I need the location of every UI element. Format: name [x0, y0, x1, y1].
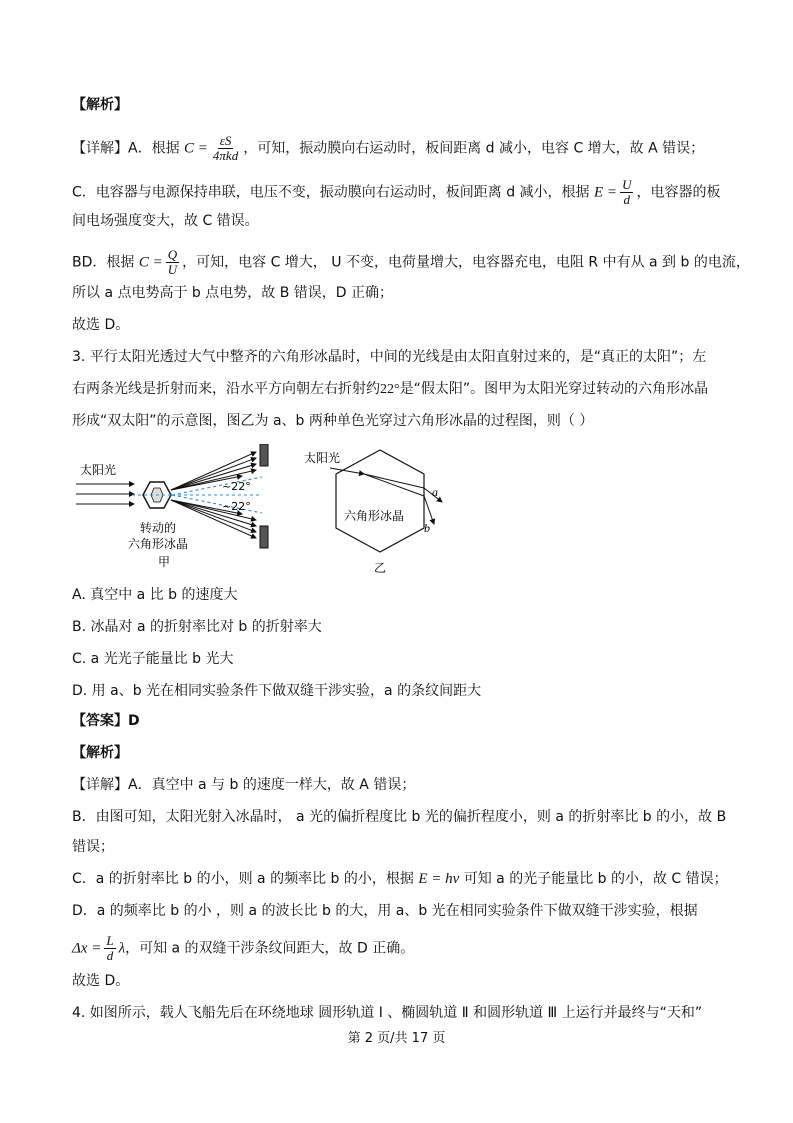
fringe-spacing-formula: $\frac{L}{d}$ — [106, 933, 114, 963]
q3-analysis-heading: 【解析】 — [72, 745, 128, 761]
charge-formula: $\frac{Q}{U}$ — [167, 247, 178, 277]
caption-yi: 乙 — [374, 561, 387, 575]
internal-ray-b — [364, 474, 424, 496]
crystal-label-1: 转动的 — [140, 521, 177, 535]
crystal-refraction-diagram — [300, 444, 460, 582]
sunlight-label-yi: 太阳光 — [304, 451, 341, 465]
option-d: D. 用 a、b 光在相同实验条件下做双缝干涉实验，a 的条纹间距大 — [72, 683, 482, 699]
exit-ray-b — [424, 496, 434, 524]
internal-ray-a — [364, 474, 424, 488]
incident-ray — [330, 468, 364, 474]
answer-line: 【答案】D — [72, 713, 140, 729]
hexagon-crystal-yi — [336, 450, 424, 552]
screen-top — [260, 444, 268, 466]
analysis-heading: 【解析】 — [72, 97, 128, 113]
page-footer: 第 2 页/共 17 页 — [347, 1031, 446, 1046]
detail-a-line: 【详解】A．根据 C = $\frac{\varepsilon S}{\text{4πkd}}$ ，可知，振动膜向右运动时，板间距离 d 减小，电容 C 增大，故 A 错误； — [72, 133, 705, 163]
q3-detail-d: D．a 的频率比 b 的小 ，则 a 的波长比 b 的大，用 a、b 光在相同实验条件下做双缝干涉实验，根据 — [72, 903, 698, 919]
figure-yi — [300, 444, 460, 586]
q3-stem-line1: 3. 平行太阳光透过大气中整齐的六角形冰晶时，中间的光线是由太阳直射过来的，是“真正的太阳”；左 — [72, 349, 707, 365]
angle-bottom-label: ~22° — [222, 500, 251, 513]
incoming-rays-jia — [76, 484, 134, 504]
caption-jia: 甲 — [158, 555, 171, 569]
detail-bd-line2: 所以 a 点电势高于 b 点电势，故 B 错误，D 正确； — [72, 285, 394, 301]
q3-stem-line3: 形成“双太阳”的示意图，图乙为 a、b 两种单色光穿过六角形冰晶的过程图，则（ ） — [72, 413, 594, 429]
option-c: C. a 光光子能量比 b 光大 — [72, 651, 234, 667]
ray-a-label: a — [432, 485, 438, 499]
q3-choice: 故选 D。 — [72, 973, 130, 989]
capacitance-formula: $\frac{\varepsilon S}{\text{4πkd}}$ — [212, 133, 239, 163]
crystal-label-2: 六角形冰晶 — [128, 537, 189, 551]
option-a: A. 真空中 a 比 b 的速度大 — [72, 587, 238, 603]
q3-detail-d2: Δx = $\frac{L}{d}$ λ，可知 a 的双缝干涉条纹间距大，故 D 正确。 — [72, 933, 415, 963]
q3-stem-line2: 右两条光线是折射而来，沿水平方向朝左右折射约22°是“假太阳”。图甲为太阳光穿过转动的六角形冰晶 — [72, 381, 709, 397]
option-b: B. 冰晶对 a 的折射率比对 b 的折射率大 — [72, 619, 322, 635]
figure-jia — [72, 444, 282, 586]
screen-bottom — [260, 526, 268, 548]
q3-detail-a: 【详解】A．真空中 a 与 b 的速度一样大，故 A 错误； — [72, 777, 416, 793]
q4-stem-line1: 4. 如图所示，载人飞船先后在环绕地球 圆形轨道 Ⅰ 、椭圆轨道 Ⅱ 和圆形轨道 Ⅲ 上运行并最终与“天和” — [72, 1005, 703, 1021]
sunlight-label-jia: 太阳光 — [80, 463, 117, 477]
detail-bd-line: BD．根据 C = $\frac{Q}{U}$ ，可知，电容 C 增大， U 不变，电荷量增大，电容器充电，电阻 R 中有从 a 到 b 的电流， — [72, 247, 750, 277]
detail-c-line2: 间电场强度变大，故 C 错误。 — [72, 213, 259, 229]
ray-b-label: b — [424, 521, 430, 535]
angle-top-label: ~22° — [222, 480, 251, 493]
detail-c-line: C．电容器与电源保持串联，电压不变，振动膜向右运动时，板间距离 d 减小，根据 E = $\frac{U}{d}$ ，电容器的板 — [72, 177, 721, 207]
field-formula: $\frac{U}{d}$ — [622, 177, 632, 207]
crystal-label-yi: 六角形冰晶 — [344, 509, 405, 523]
choice-line: 故选 D。 — [72, 317, 130, 333]
q3-detail-c: C．a 的折射率比 b 的小，则 a 的频率比 b 的小，根据 E = hν 可知 a 的光子能量比 b 的小，故 C 错误； — [72, 871, 728, 887]
q3-detail-b: B．由图可知，太阳光射入冰晶时， a 光的偏折程度比 b 光的偏折程度小，则 a 的折射率比 b 的小，故 B — [72, 809, 727, 825]
photon-energy-formula: E = hν — [418, 871, 460, 887]
double-sun-diagram — [72, 444, 282, 582]
q3-detail-b2: 错误； — [72, 839, 114, 855]
